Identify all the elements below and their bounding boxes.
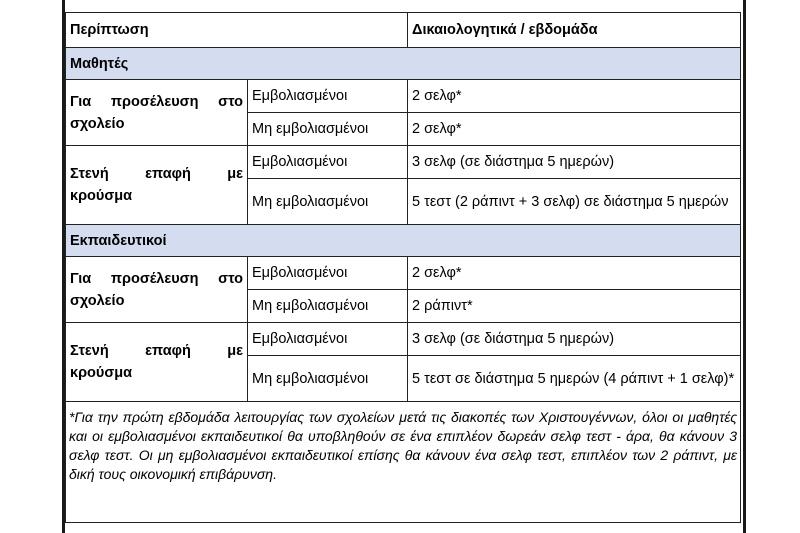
docs-cell: 2 σελφ*: [408, 80, 741, 113]
case-cell: Για προσέλευση στο σχολείο: [66, 80, 248, 146]
footnote-text: *Για την πρώτη εβδομάδα λειτουργίας των σχολείων μετά τις διακοπές των Χριστουγέννων, όλοι οι μαθητές και οι εμβολιασμένοι εκπαιδευτικοί θα υποβληθούν σε ένα επιπλέον δωρεάν σελφ τεστ - άρα, θα κάνουν 3 σελφ τεστ. Οι μη εμβολιασμένοι εκπαιδευτικοί επίσης θα κάνουν ένα σελφ τεστ, επιπλέον των 2 ράπιντ, με δική τους οικονομική επιβάρυνση.: [66, 402, 741, 523]
header-docs: Δικαιολογητικά / εβδομάδα: [408, 13, 741, 48]
status-cell: Εμβολιασμένοι: [248, 80, 408, 113]
status-cell: Εμβολιασμένοι: [248, 257, 408, 290]
table-row: [66, 257, 741, 290]
docs-cell: 3 σελφ (σε διάστημα 5 ημερών): [408, 146, 741, 179]
table-row: [66, 80, 741, 113]
status-cell: Μη εμβολιασμένοι: [248, 113, 408, 146]
case-cell: Για προσέλευση στο σχολείο: [66, 257, 248, 323]
docs-cell: 2 ράπιντ*: [408, 290, 741, 323]
status-cell: Εμβολιασμένοι: [248, 146, 408, 179]
docs-cell: 5 τεστ σε διάστημα 5 ημερών (4 ράπιντ + 1 σελφ)*: [408, 356, 741, 402]
docs-cell: 5 τεστ (2 ράπιντ + 3 σελφ) σε διάστημα 5 ημερών: [408, 179, 741, 225]
status-cell: Εμβολιασμένοι: [248, 323, 408, 356]
section-row-students: [66, 48, 741, 80]
header-case: Περίπτωση: [66, 13, 408, 48]
case-cell: Στενή επαφή με κρούσμα: [66, 323, 248, 402]
footnote-row: [66, 402, 741, 523]
table-row: [66, 146, 741, 179]
section-title: Μαθητές: [66, 48, 741, 80]
status-cell: Μη εμβολιασμένοι: [248, 290, 408, 323]
docs-cell: 2 σελφ*: [408, 113, 741, 146]
testing-requirements-table: [65, 12, 741, 523]
section-title: Εκπαιδευτικοί: [66, 225, 741, 257]
docs-cell: 2 σελφ*: [408, 257, 741, 290]
table-row: [66, 323, 741, 356]
case-cell: Στενή επαφή με κρούσμα: [66, 146, 248, 225]
table-header-row: [66, 13, 741, 48]
docs-cell: 3 σελφ (σε διάστημα 5 ημερών): [408, 323, 741, 356]
section-row-teachers: [66, 225, 741, 257]
status-cell: Μη εμβολιασμένοι: [248, 179, 408, 225]
status-cell: Μη εμβολιασμένοι: [248, 356, 408, 402]
